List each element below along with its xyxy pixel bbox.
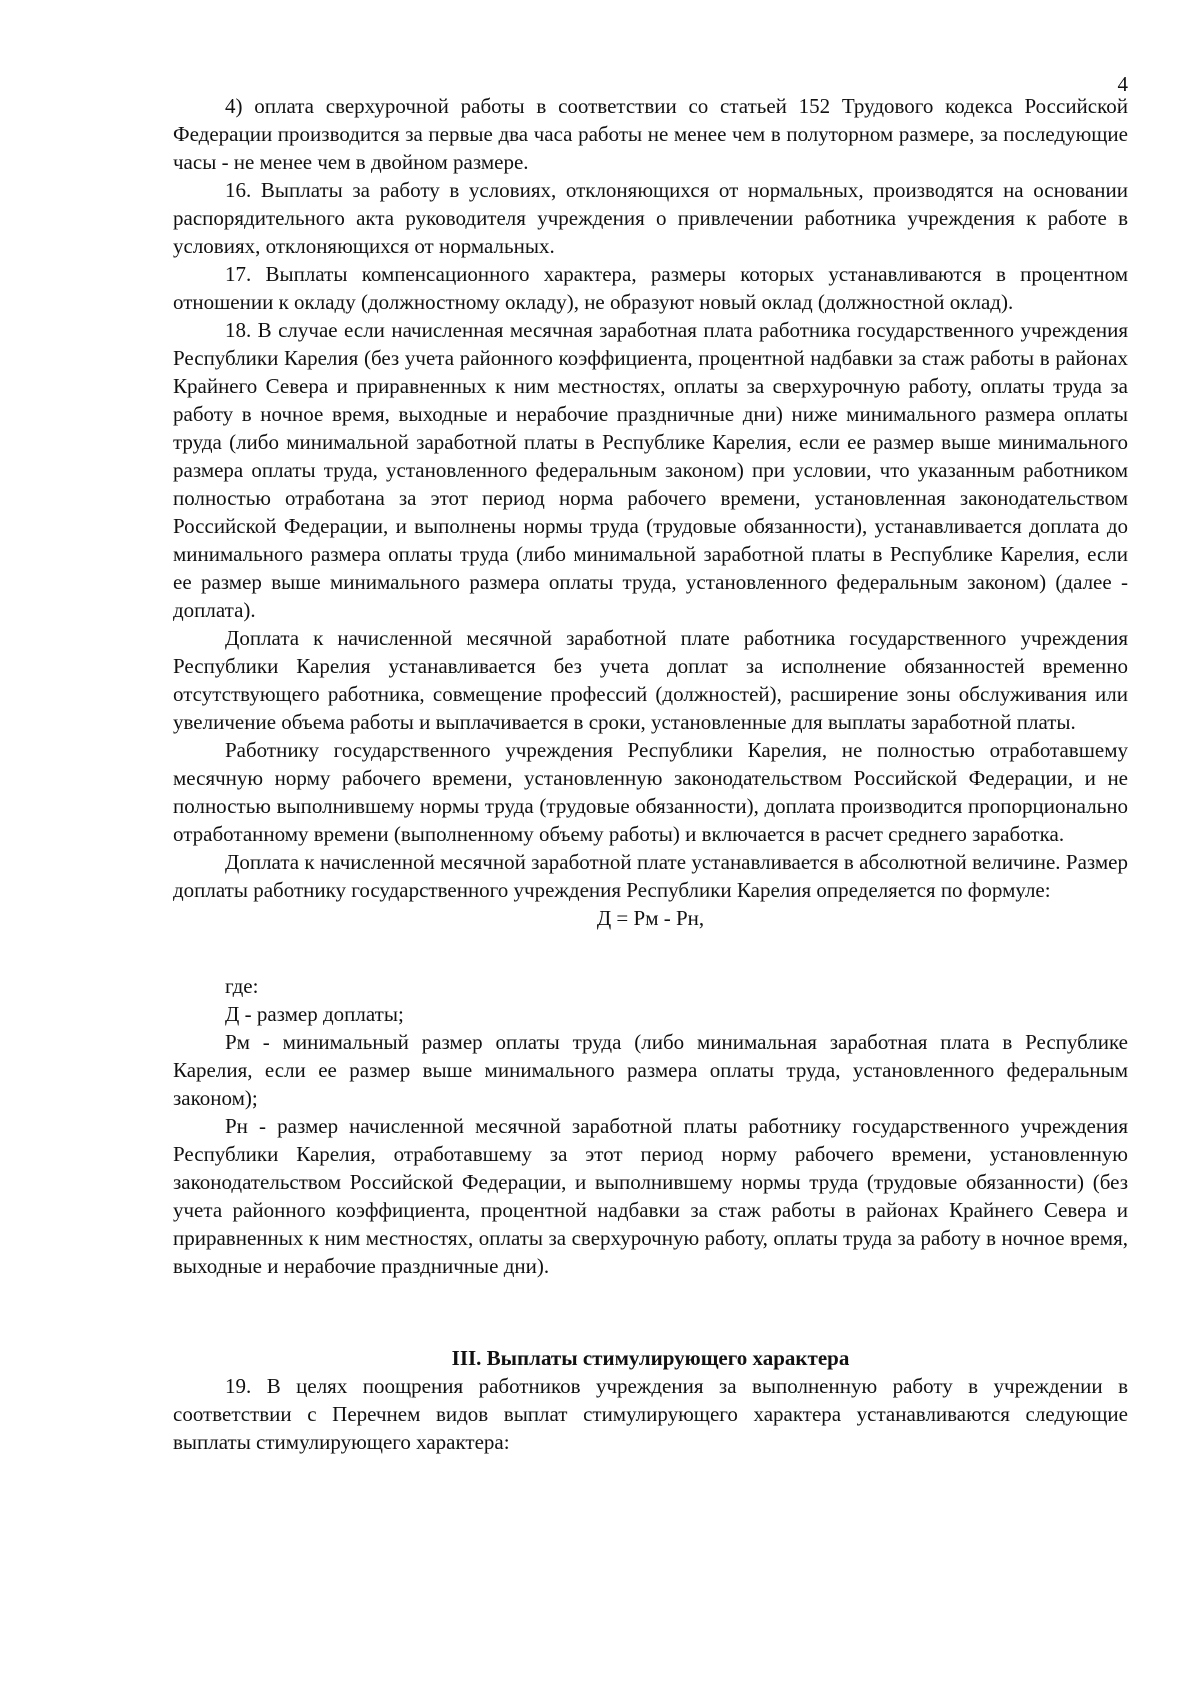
page-number: 4 [1117,72,1128,96]
formula: Д = Рм - Рн, [596,906,705,930]
formula-where: где: [225,974,259,998]
paragraph-17: 17. Выплаты компенсационного характера, размеры которых устанавливаются в процентном отношении к окладу (должностному окладу), не образуют новый оклад (должностной оклад). [173,262,1128,314]
spacer [173,932,1128,972]
paragraph-formula-intro: Доплата к начисленной месячной заработной плате устанавливается в абсолютной величине. Размер доплаты работнику государственного учреждения Республики Карелия определяется по формуле: [173,850,1128,902]
definition-rn: Рн - размер начисленной месячной заработной платы работнику государственного учреждения Республики Карелия, отработавшему за этот период норму рабочего времени, установленную законодательством Российской Федерации, и выполнившему нормы труда (трудовые обязанности) (без учета районного коэффициента, процентной надбавки за стаж работы в районах Крайнего Севера и приравненных к ним местностях, оплаты за сверхурочную работу, оплаты труда за работу в ночное время, выходные и нерабочие праздничные дни). [173,1114,1128,1278]
definition-d: Д - размер доплаты; [225,1002,404,1026]
paragraph-18: 18. В случае если начисленная месячная заработная плата работника государственного учреждения Республики Карелия (без учета районного коэффициента, процентной надбавки за стаж работы в районах Крайнего Севера и приравненных к ним местностях, оплаты за сверхурочную работу, оплаты труда за работу в ночное время, выходные и нерабочие праздничные дни) ниже минимального размера оплаты труда (либо минимальной заработной платы в Республике Карелия, если ее размер выше минимального размера оплаты труда, установленного федеральным законом) при условии, что указанным работником полностью отработана за этот период норма рабочего времени, установленная законодательством Российской Федерации, и выполнены нормы труда (трудовые обязанности), устанавливается доплата до минимального размера оплаты труда (либо минимальной заработной платы в Республике Карелия, если ее размер выше минимального размера оплаты труда, установленного федеральным законом) (далее - доплата). [173,318,1128,622]
paragraph-partial-norm: Работнику государственного учреждения Республики Карелия, не полностью отработавшему месячную норму рабочего времени, установленную законодательством Российской Федерации, и не полностью выполнившему нормы труда (трудовые обязанности), доплата производится пропорционально отработанному времени (выполненному объему работы) и включается в расчет среднего заработка. [173,738,1128,846]
paragraph-19: 19. В целях поощрения работников учреждения за выполненную работу в учреждении в соответствии с Перечнем видов выплат стимулирующего характера устанавливаются следующие выплаты стимулирующего характера: [173,1374,1128,1454]
paragraph-overtime-pay: 4) оплата сверхурочной работы в соответствии со статьей 152 Трудового кодекса Российской Федерации производится за первые два часа работы не менее чем в полуторном размере, за последующие часы - не менее чем в двойном размере. [173,94,1128,174]
paragraph-supplement-basis: Доплата к начисленной месячной заработной плате работника государственного учреждения Республики Карелия устанавливается без учета доплат за исполнение обязанностей временно отсутствующего работника, совмещение профессий (должностей), расширение зоны обслуживания или увеличение объема работы и выплачивается в сроки, установленные для выплаты заработной платы. [173,626,1128,734]
section-heading: III. Выплаты стимулирующего характера [451,1346,850,1370]
spacer [173,1280,1128,1344]
definition-rm: Рм - минимальный размер оплаты труда (либо минимальная заработная плата в Республике Карелия, если ее размер выше минимального размера оплаты труда, установленного федеральным законом); [173,1030,1128,1110]
paragraph-16: 16. Выплаты за работу в условиях, отклоняющихся от нормальных, производятся на основании распорядительного акта руководителя учреждения о привлечении работника учреждения к работе в условиях, отклоняющихся от нормальных. [173,178,1128,258]
